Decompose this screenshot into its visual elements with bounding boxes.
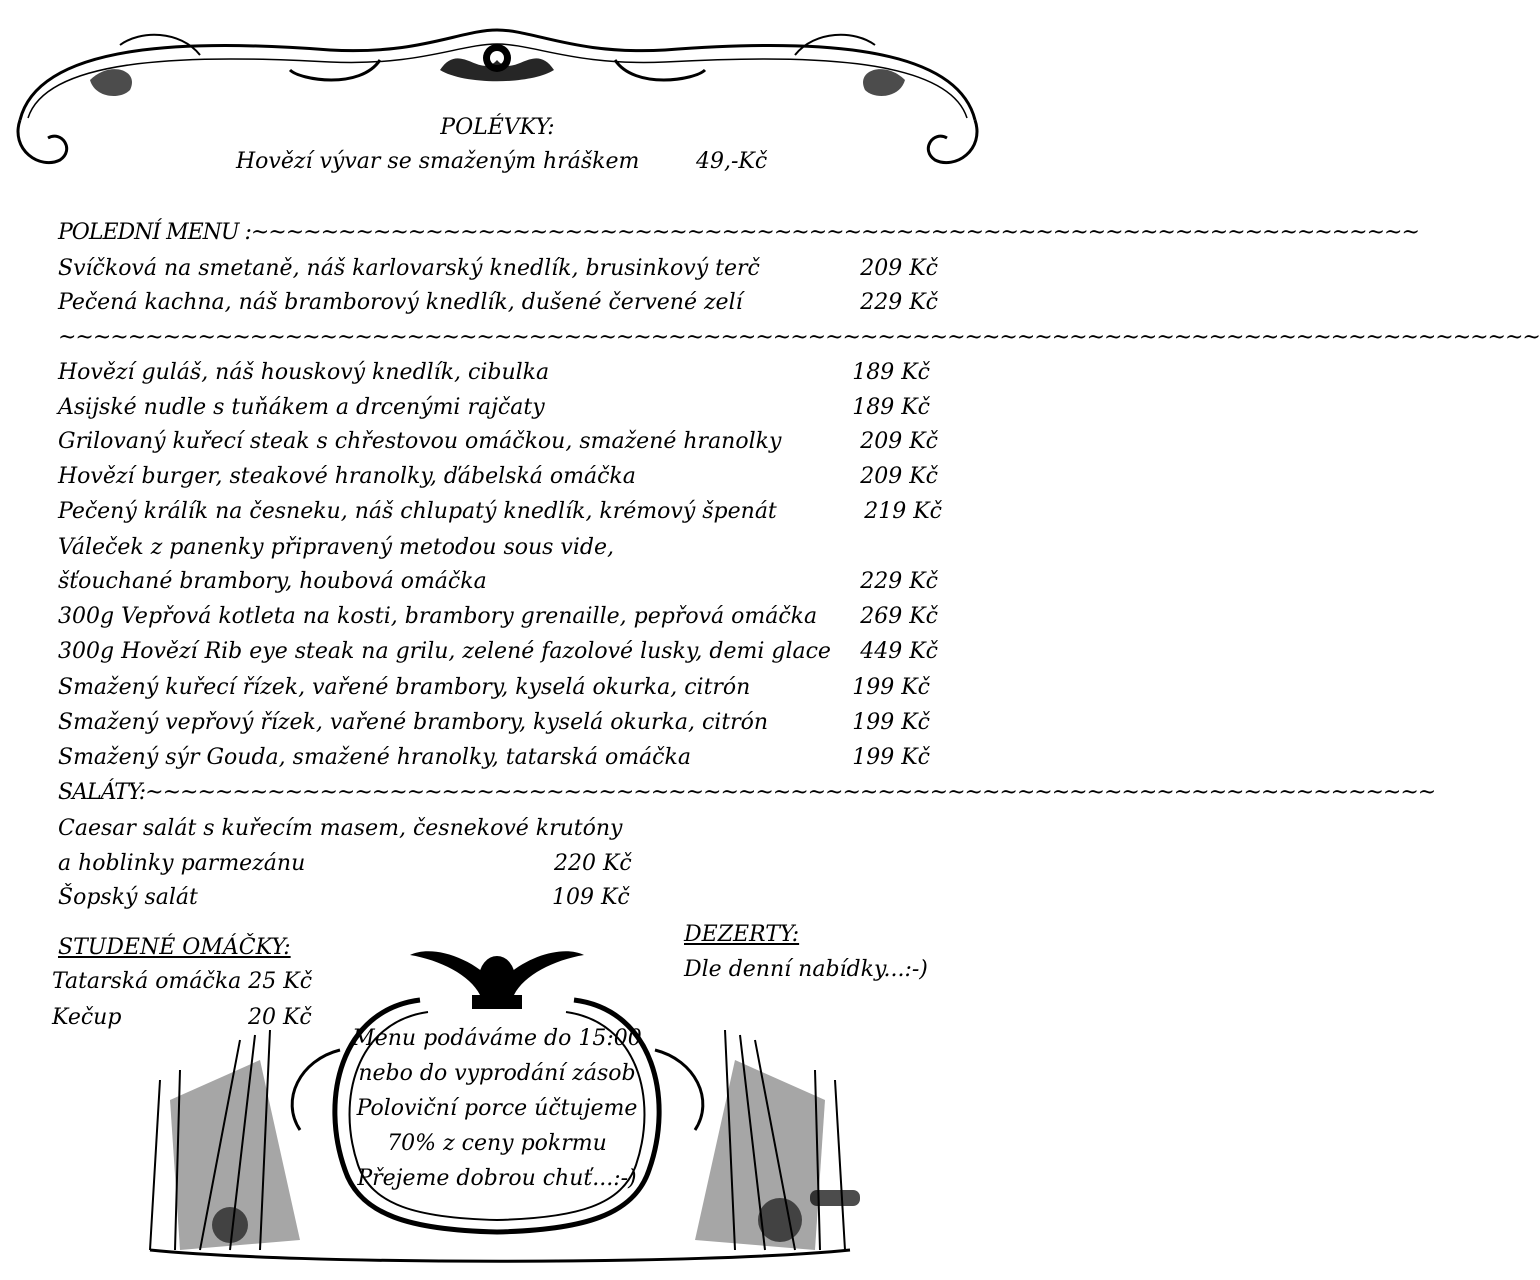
menu-row — [58, 601, 938, 633]
dish-name: Smažený kuřecí řízek, vařené brambory, kyselá okurka, citrón — [58, 675, 751, 700]
dish-price: 229 Kč — [860, 569, 938, 594]
footer-line: nebo do vyprodání zásob — [358, 1061, 636, 1086]
dish-name: Pečený králík na česneku, náš chlupatý knedlík, krémový špenát — [58, 499, 777, 524]
dish-name: Váleček z panenky připravený metodou sous vide, — [58, 535, 614, 560]
tatar-sauce: Tatarská omáčka 25 Kč — [52, 969, 313, 994]
menu-row — [58, 742, 938, 774]
dish-name: 300g Vepřová kotleta na kosti, brambory grenaille, pepřová omáčka — [58, 604, 818, 629]
dish-name: Pečená kachna, náš bramborový knedlík, dušené červené zelí — [58, 290, 743, 315]
menu-row — [58, 707, 938, 739]
menu-row — [58, 253, 938, 285]
caesar-salad-line1: Caesar salát s kuřecím masem, česnekové krutóny — [58, 816, 623, 841]
dish-price: 209 Kč — [860, 429, 938, 454]
dish-name: Smažený vepřový řízek, vařené brambory, kyselá okurka, citrón — [58, 710, 769, 735]
dish-name: Grilovaný kuřecí steak s chřestovou omáčkou, smažené hranolky — [58, 429, 782, 454]
cold-sauces-heading: STUDENÉ OMÁČKY: — [58, 935, 291, 960]
menu-row — [58, 566, 938, 598]
sopsky-salad-price: 109 Kč — [552, 885, 630, 910]
desserts-text: Dle denní nabídky...:-) — [684, 957, 928, 982]
ketchup: Kečup — [52, 1005, 122, 1030]
menu-row — [58, 392, 938, 424]
sopsky-salad: Šopský salát — [58, 885, 198, 910]
lunch-menu-heading: POLEDNÍ MENU :~~~~~~~~~~~~~~~~~~~~~~~~~~~~~~~~~~~~~~~~~~~~~~~~~~~~~~~~~~~~~~~~~~~ — [58, 220, 1419, 245]
footer-line: Poloviční porce účtujeme — [356, 1096, 638, 1121]
caesar-salad-line2: a hoblinky parmezánu — [58, 851, 306, 876]
dish-name: Hovězí burger, steakové hranolky, ďábelská omáčka — [58, 464, 636, 489]
menu-row — [58, 672, 938, 704]
footer-line: Menu podáváme do 15:00 — [352, 1026, 642, 1051]
dish-price: 199 Kč — [852, 675, 930, 700]
ketchup-price: 20 Kč — [248, 1005, 312, 1030]
menu-row — [58, 461, 938, 493]
dish-price: 199 Kč — [852, 745, 930, 770]
soup-item: Hovězí vývar se smaženým hráškem — [236, 149, 640, 174]
dish-name: Smažený sýr Gouda, smažené hranolky, tatarská omáčka — [58, 745, 691, 770]
menu-row — [58, 496, 942, 528]
dish-name: Svíčková na smetaně, náš karlovarský knedlík, brusinkový terč — [58, 256, 760, 281]
dish-price: 199 Kč — [852, 710, 930, 735]
dish-price: 209 Kč — [860, 464, 938, 489]
dish-name: Hovězí guláš, náš houskový knedlík, cibulka — [58, 360, 550, 385]
dish-price: 209 Kč — [860, 256, 938, 281]
menu-row — [58, 532, 938, 564]
menu-row — [58, 287, 938, 319]
dish-price: 229 Kč — [860, 290, 938, 315]
footer-line: 70% z ceny pokrmu — [387, 1131, 607, 1156]
dish-name: Asijské nudle s tuňákem a drcenými rajčaty — [58, 395, 545, 420]
dish-name: šťouchané brambory, houbová omáčka — [58, 569, 487, 594]
caesar-salad-price: 220 Kč — [554, 851, 632, 876]
desserts-heading: DEZERTY: — [684, 922, 800, 947]
dish-price: 269 Kč — [860, 604, 938, 629]
menu-row — [58, 426, 938, 458]
menu-row — [58, 357, 938, 389]
menu-separator: ~~~~~~~~~~~~~~~~~~~~~~~~~~~~~~~~~~~~~~~~~~~~~~~~~~~~~~~~~~~~~~~~~~~~~~~~~~~~~~~~~~~~~ — [58, 325, 1540, 350]
menu-row — [58, 636, 938, 668]
soups-heading: POLÉVKY: — [440, 115, 555, 140]
soup-price: 49,-Kč — [696, 149, 768, 174]
dish-price: 189 Kč — [852, 360, 930, 385]
dish-price: 219 Kč — [864, 499, 942, 524]
dish-price: 189 Kč — [852, 395, 930, 420]
dish-price: 449 Kč — [860, 639, 938, 664]
dish-name: 300g Hovězí Rib eye steak na grilu, zelené fazolové lusky, demi glace — [58, 639, 831, 664]
salads-heading: SALÁTY:~~~~~~~~~~~~~~~~~~~~~~~~~~~~~~~~~~~~~~~~~~~~~~~~~~~~~~~~~~~~~~~~~~~~~~~~~~ — [58, 780, 1436, 805]
footer-line: Přejeme dobrou chuť...:-) — [357, 1166, 637, 1191]
